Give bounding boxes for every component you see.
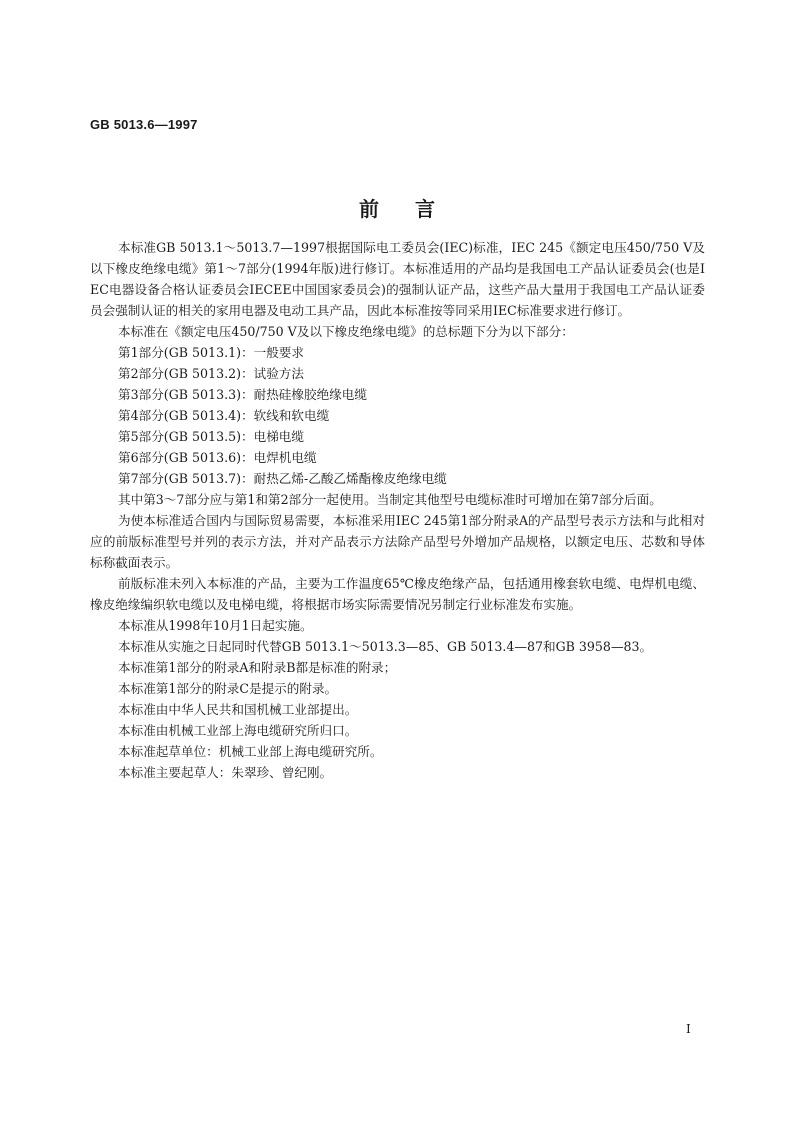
paragraph-usage: 其中第3～7部分应与第1和第2部分一起使用。当制定其他型号电缆标准时可增加在第7部分后面。	[118, 492, 662, 507]
document-body	[90, 237, 705, 783]
page-title: 前言	[359, 197, 471, 221]
standard-code: GB 5013.6—1997	[90, 117, 198, 132]
paragraph-drafting-unit: 本标准起草单位：机械工业部上海电缆研究所。	[118, 744, 383, 759]
list-item-part-3: 第3部分(GB 5013.3)：耐热硅橡胶绝缘电缆	[118, 387, 367, 402]
paragraph-normative-annexes: 本标准第1部分的附录A和附录B都是标准的附录；	[118, 660, 397, 675]
paragraph-proposed-by: 本标准由中华人民共和国机械工业部提出。	[118, 702, 358, 717]
paragraph-parts-intro: 本标准在《额定电压450/750 V及以下橡皮绝缘电缆》的总标题下分为以下部分：	[118, 324, 574, 339]
paragraph-model-designation: 为使本标准适合国内与国际贸易需要，本标准采用IEC 245第1部分附录A的产品型号表示方法和与此相对应的前版标准型号并列的表示方法，并对产品表示方法除产品型号外增加产品规格，以额定电压、芯数和导体标称截面表示。	[90, 513, 705, 570]
list-item-part-2: 第2部分(GB 5013.2)：试验方法	[118, 366, 304, 381]
page-number: I	[686, 1022, 691, 1036]
paragraph-drafters: 本标准主要起草人：朱翠珍、曾纪刚。	[118, 765, 333, 780]
list-item-part-4: 第4部分(GB 5013.4)：软线和软电缆	[118, 408, 330, 423]
paragraph-excluded-products: 前版标准未列入本标准的产品，主要为工作温度65℃橡皮绝缘产品，包括通用橡套软电缆、电焊机电缆、橡皮绝缘编织软电缆以及电梯电缆，将根据市场实际需要情况另制定行业标准发布实施。	[90, 576, 705, 612]
list-item-part-1: 第1部分(GB 5013.1)：一般要求	[118, 345, 304, 360]
list-item-part-6: 第6部分(GB 5013.6)：电焊机电缆	[118, 450, 317, 465]
paragraph-informative-annex: 本标准第1部分的附录C是提示的附录。	[118, 681, 338, 696]
list-item-part-7: 第7部分(GB 5013.7)：耐热乙烯-乙酸乙烯酯橡皮绝缘电缆	[118, 471, 447, 486]
paragraph-effective-date: 本标准从1998年10月1日起实施。	[118, 618, 313, 633]
list-item-part-5: 第5部分(GB 5013.5)：电梯电缆	[118, 429, 304, 444]
paragraph-scope: 本标准GB 5013.1～5013.7—1997根据国际电工委员会(IEC)标准，IEC 245《额定电压450/750 V及以下橡皮绝缘电缆》第1～7部分(1994年版)进行修订。本标准适用的产品均是我国电工产品认证委员会(也是IEC电器设备合格认证委员会IECEE中国国家委员会)的强制认证产品，这些产品大量用于我国电工产品认证委员会强制认证的相关的家用电器及电动工具产品，因此本标准按等同采用IEC标准要求进行修订。	[90, 240, 705, 318]
paragraph-supersedes: 本标准从实施之日起同时代替GB 5013.1～5013.3—85、GB 5013.4—87和GB 3958—83。	[118, 639, 653, 654]
paragraph-administered-by: 本标准由机械工业部上海电缆研究所归口。	[118, 723, 358, 738]
